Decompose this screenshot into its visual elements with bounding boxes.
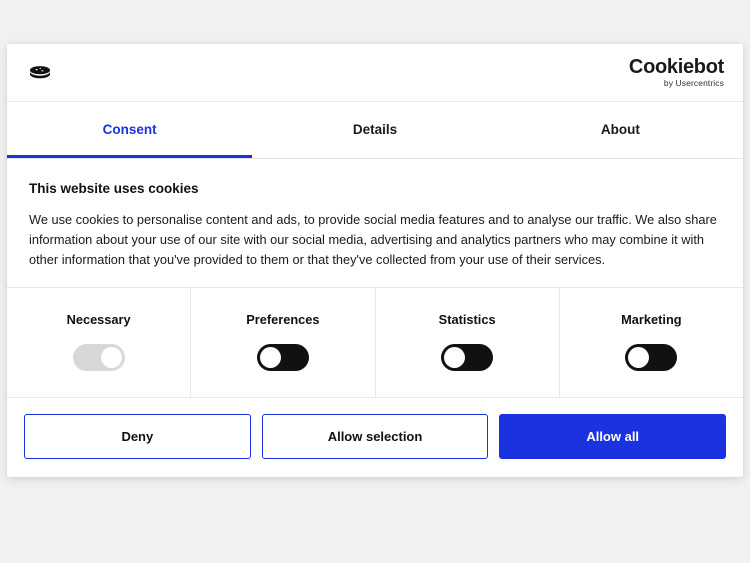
allow-selection-button[interactable] [262, 414, 489, 459]
toggle-preferences[interactable] [257, 344, 309, 371]
tab-about[interactable] [498, 102, 743, 158]
allow-selection-button-label: Allow selection [327, 429, 423, 445]
deny-button[interactable] [24, 414, 251, 459]
tab-details-label: Details [352, 122, 398, 137]
toggle-statistics[interactable] [441, 344, 493, 371]
brand-subtitle: by Usercentrics [663, 78, 724, 89]
category-marketing [560, 288, 743, 397]
consent-actions [7, 398, 743, 477]
category-marketing-label: Marketing [621, 312, 682, 328]
banner-header [7, 44, 743, 102]
tab-about-label: About [600, 122, 640, 137]
consent-intro [7, 159, 743, 288]
brand-name: Cookiebot [628, 56, 724, 79]
category-preferences [191, 288, 375, 397]
category-preferences-label: Preferences [246, 312, 320, 328]
intro-body: We use cookies to personalise content and ads, to provide social media features and to analyse our traffic. We also share information about your use of our site with our social media, advertising and analytics partners who may combine it with other information that you've provided to them or that they've collected from your use of their services. [29, 212, 717, 267]
tab-details[interactable] [252, 102, 497, 158]
toggle-necessary [73, 344, 125, 371]
tab-consent[interactable] [7, 102, 252, 158]
allow-all-button-label: Allow all [586, 429, 640, 445]
cookie-consent-banner [7, 44, 743, 477]
toggle-marketing[interactable] [625, 344, 677, 371]
cookiebot-brand [629, 57, 724, 88]
category-statistics-label: Statistics [438, 312, 496, 328]
consent-categories [7, 288, 743, 398]
deny-button-label: Deny [121, 429, 154, 445]
category-statistics [376, 288, 560, 397]
toggle-knob [444, 347, 465, 368]
category-necessary-label: Necessary [66, 312, 131, 328]
cookie-stack-icon [25, 58, 55, 88]
banner-tabs [7, 102, 743, 159]
tab-consent-label: Consent [102, 122, 157, 137]
toggle-knob [101, 347, 122, 368]
category-necessary [7, 288, 191, 397]
toggle-knob [628, 347, 649, 368]
intro-title: This website uses cookies [29, 181, 199, 196]
allow-all-button[interactable] [499, 414, 726, 459]
toggle-knob [260, 347, 281, 368]
